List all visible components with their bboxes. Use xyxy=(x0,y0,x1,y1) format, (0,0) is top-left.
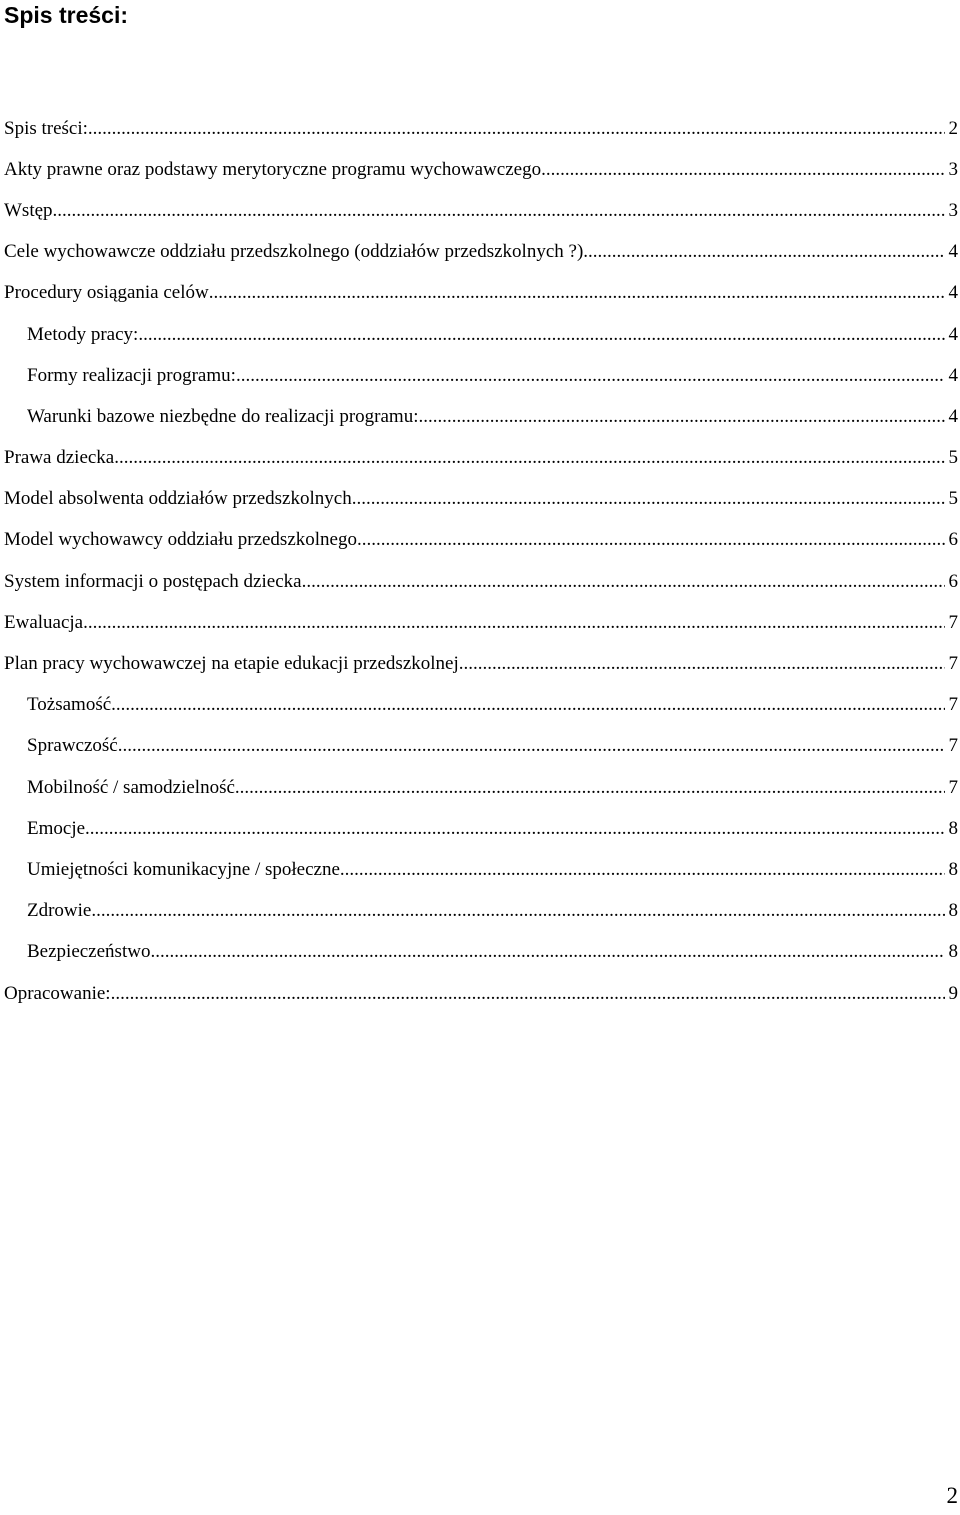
toc-entry-title: Formy realizacji programu: xyxy=(27,364,236,386)
toc-subentry[interactable] xyxy=(0,808,960,849)
toc-entry-page: 7 xyxy=(948,694,958,716)
toc-entry-title: Ewaluacja xyxy=(4,611,84,633)
toc-entry-title: Zdrowie xyxy=(27,900,92,922)
toc-entry[interactable] xyxy=(0,520,960,561)
toc-leader-dots xyxy=(340,858,945,882)
toc-entry-title: Akty prawne oraz podstawy merytoryczne programu wychowawczego xyxy=(4,158,542,180)
toc-entry[interactable] xyxy=(0,479,960,520)
toc-entry-title: Bezpieczeństwo xyxy=(27,941,151,963)
toc-leader-dots xyxy=(91,899,944,923)
toc-entry-title: Model absolwenta oddziałów przedszkolnych xyxy=(4,488,352,510)
toc-leader-dots xyxy=(83,611,944,635)
toc-entry-page: 4 xyxy=(948,364,958,386)
toc-entry-title: Mobilność / samodzielność xyxy=(27,776,235,798)
table-of-contents xyxy=(0,108,960,1014)
toc-leader-dots xyxy=(111,693,944,717)
toc-entry-title: Wstęp xyxy=(4,199,53,221)
toc-leader-dots xyxy=(114,446,944,470)
toc-entry-page: 4 xyxy=(948,282,958,304)
toc-entry-title: Spis treści: xyxy=(4,117,88,139)
toc-entry-page: 3 xyxy=(948,199,958,221)
toc-entry[interactable] xyxy=(0,561,960,602)
toc-entry-title: Umiejętności komunikacyjne / społeczne xyxy=(27,858,340,880)
toc-subentry[interactable] xyxy=(0,685,960,726)
toc-leader-dots xyxy=(118,734,945,758)
toc-entry-title: Procedury osiągania celów xyxy=(4,282,209,304)
toc-entry[interactable] xyxy=(0,149,960,190)
toc-entry-page: 4 xyxy=(948,405,958,427)
toc-leader-dots xyxy=(209,281,945,305)
toc-entry-page: 8 xyxy=(948,941,958,963)
toc-entry-page: 7 xyxy=(948,735,958,757)
toc-leader-dots xyxy=(419,405,945,429)
toc-entry-title: Metody pracy: xyxy=(27,323,139,345)
toc-entry-page: 5 xyxy=(948,488,958,510)
toc-entry[interactable] xyxy=(0,643,960,684)
toc-entry-title: Prawa dziecka xyxy=(4,447,115,469)
toc-entry-page: 3 xyxy=(948,158,958,180)
toc-subentry[interactable] xyxy=(0,932,960,973)
toc-leader-dots xyxy=(352,487,945,511)
toc-entry-page: 8 xyxy=(948,817,958,839)
toc-entry[interactable] xyxy=(0,108,960,149)
toc-entry-page: 4 xyxy=(948,241,958,263)
toc-leader-dots xyxy=(150,940,944,964)
toc-entry-page: 9 xyxy=(948,982,958,1004)
toc-leader-dots xyxy=(53,199,945,223)
toc-entry-page: 7 xyxy=(948,776,958,798)
page-number: 2 xyxy=(946,1483,958,1508)
toc-entry[interactable] xyxy=(0,232,960,273)
toc-entry[interactable] xyxy=(0,190,960,231)
toc-leader-dots xyxy=(88,117,945,141)
toc-subentry[interactable] xyxy=(0,767,960,808)
toc-entry[interactable] xyxy=(0,438,960,479)
toc-entry-page: 5 xyxy=(948,447,958,469)
toc-entry-page: 7 xyxy=(948,653,958,675)
toc-entry-title: Emocje xyxy=(27,817,86,839)
toc-entry-title: Tożsamość xyxy=(27,694,112,716)
toc-entry-page: 4 xyxy=(948,323,958,345)
toc-entry-page: 6 xyxy=(948,529,958,551)
toc-subentry[interactable] xyxy=(0,849,960,890)
toc-subentry[interactable] xyxy=(0,396,960,437)
page-title: Spis treści: xyxy=(4,2,128,28)
toc-leader-dots xyxy=(583,240,944,264)
toc-entry-page: 7 xyxy=(948,611,958,633)
toc-leader-dots xyxy=(357,528,945,552)
toc-subentry[interactable] xyxy=(0,891,960,932)
toc-leader-dots xyxy=(138,323,944,347)
toc-leader-dots xyxy=(111,982,945,1006)
toc-entry-page: 2 xyxy=(948,117,958,139)
toc-entry-title: Warunki bazowe niezbędne do realizacji programu: xyxy=(27,405,419,427)
toc-entry-title: Plan pracy wychowawczej na etapie edukacji przedszkolnej xyxy=(4,653,459,675)
toc-entry-title: System informacji o postępach dziecka xyxy=(4,570,302,592)
toc-entry-page: 6 xyxy=(948,570,958,592)
toc-subentry[interactable] xyxy=(0,726,960,767)
toc-subentry[interactable] xyxy=(0,314,960,355)
toc-entry[interactable] xyxy=(0,273,960,314)
toc-entry[interactable] xyxy=(0,602,960,643)
toc-entry-title: Opracowanie: xyxy=(4,982,111,1004)
toc-leader-dots xyxy=(459,652,945,676)
toc-leader-dots xyxy=(85,817,944,841)
toc-leader-dots xyxy=(235,776,945,800)
toc-leader-dots xyxy=(236,364,945,388)
toc-entry-title: Sprawczość xyxy=(27,735,118,757)
toc-entry-title: Cele wychowawcze oddziału przedszkolnego (oddziałów przedszkolnych ?) xyxy=(4,241,584,263)
toc-leader-dots xyxy=(541,158,944,182)
toc-leader-dots xyxy=(302,570,945,594)
toc-entry[interactable] xyxy=(0,973,960,1014)
toc-entry-page: 8 xyxy=(948,858,958,880)
toc-entry-page: 8 xyxy=(948,900,958,922)
toc-entry-title: Model wychowawcy oddziału przedszkolnego xyxy=(4,529,357,551)
toc-subentry[interactable] xyxy=(0,355,960,396)
